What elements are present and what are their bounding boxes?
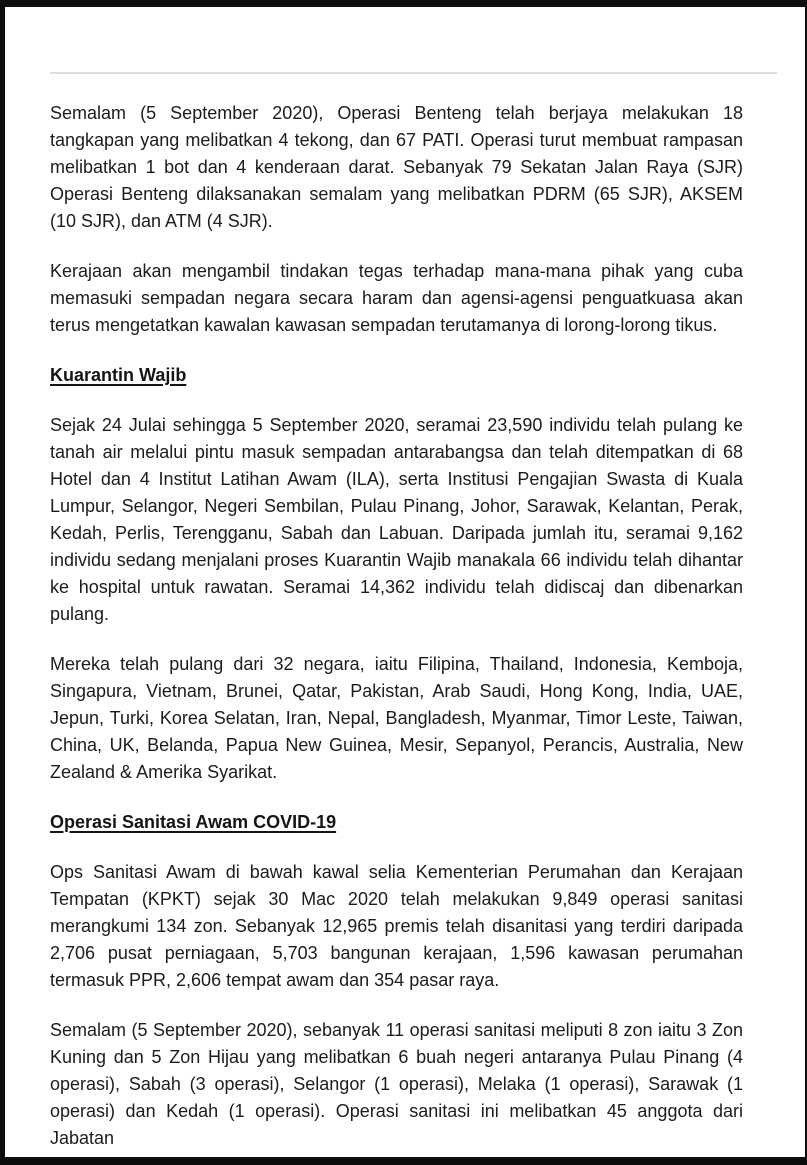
paragraph-senarai-negara: Mereka telah pulang dari 32 negara, iaitu Filipina, Thailand, Indonesia, Kemboja, Singapura, Vietnam, Brunei, Qatar, Pakistan, Arab Saudi, Hong Kong, India, UAE, Jepun, Turki, Korea Selatan, Iran, Nepal, Bangladesh, Myanmar, Timor Leste, Taiwan, China, UK, Belanda, Papua New Guinea, Mesir, Sepanyol, Perancis, Australia, New Zealand & Amerika Syarikat. [50,654,743,782]
document-page [5,7,805,1157]
section-heading-kuarantin-wajib: Kuarantin Wajib [50,365,187,385]
document-content [5,74,805,1152]
paragraph-kuarantin-statistik: Sejak 24 Julai sehingga 5 September 2020, seramai 23,590 individu telah pulang ke tanah air melalui pintu masuk sempadan antarabangsa dan telah ditempatkan di 68 Hotel dan 4 Institut Latihan Awam (ILA), serta Institusi Pengajian Swasta di Kuala Lumpur, Selangor, Negeri Sembilan, Pulau Pinang, Johor, Sarawak, Kelantan, Perak, Kedah, Perlis, Terengganu, Sabah dan Labuan. Daripada jumlah itu, seramai 9,162 individu sedang menjalani proses Kuarantin Wajib manakala 66 individu telah dihantar ke hospital untuk rawatan. Seramai 14,362 individu telah didiscaj dan dibenarkan pulang. [50,415,743,624]
paragraph-sanitasi-semalam: Semalam (5 September 2020), sebanyak 11 operasi sanitasi meliputi 8 zon iaitu 3 Zon Kuning dan 5 Zon Hijau yang melibatkan 6 buah negeri antaranya Pulau Pinang (4 operasi), Sabah (3 operasi), Selangor (1 operasi), Melaka (1 operasi), Sarawak (1 operasi) dan Kedah (1 operasi). Operasi sanitasi ini melibatkan 45 anggota dari Jabatan [50,1020,743,1148]
section-heading-operasi-sanitasi: Operasi Sanitasi Awam COVID-19 [50,812,337,832]
paragraph-operasi-benteng: Semalam (5 September 2020), Operasi Benteng telah berjaya melakukan 18 tangkapan yang melibatkan 4 tekong, dan 67 PATI. Operasi turut membuat rampasan melibatkan 1 bot dan 4 kenderaan darat. Sebanyak 79 Sekatan Jalan Raya (SJR) Operasi Benteng dilaksanakan semalam yang melibatkan PDRM (65 SJR), AKSEM (10 SJR), dan ATM (4 SJR). [50,103,743,231]
paragraph-kerajaan-tindakan: Kerajaan akan mengambil tindakan tegas terhadap mana-mana pihak yang cuba memasuki sempadan negara secara haram dan agensi-agensi penguatkuasa akan terus mengetatkan kawalan kawasan sempadan terutamanya di lorong-lorong tikus. [50,261,743,335]
paragraph-ops-sanitasi-statistik: Ops Sanitasi Awam di bawah kawal selia Kementerian Perumahan dan Kerajaan Tempatan (KPKT) sejak 30 Mac 2020 telah melakukan 9,849 operasi sanitasi merangkumi 134 zon. Sebanyak 12,965 premis telah disanitasi yang terdiri daripada 2,706 pusat perniagaan, 5,703 bangunan kerajaan, 1,596 kawasan perumahan termasuk PPR, 2,606 tempat awam dan 354 pasar raya. [50,862,743,990]
